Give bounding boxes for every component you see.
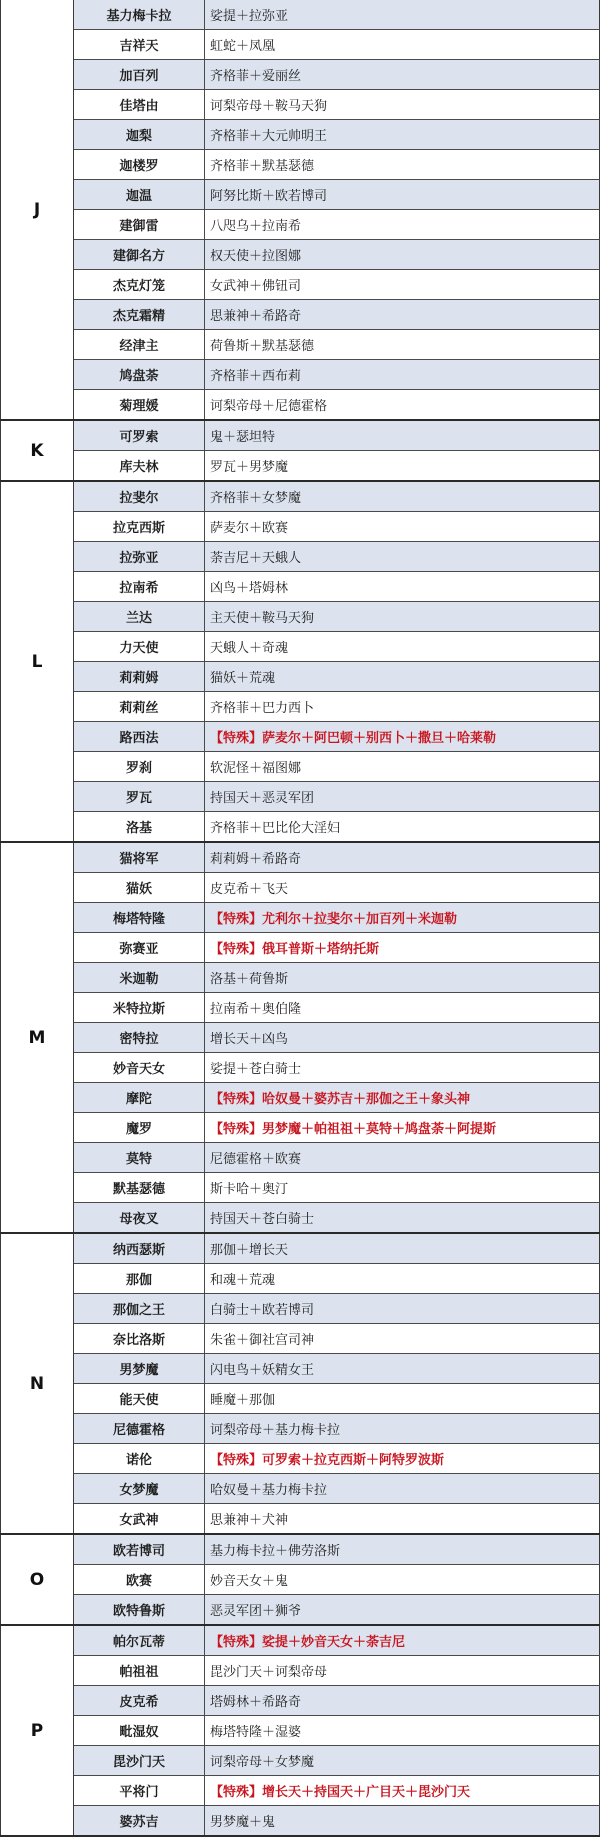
letter-group-p: [0, 1626, 600, 1837]
group-letter: N: [0, 1234, 74, 1533]
group-rows: [74, 1535, 600, 1624]
fusion-recipe: 鬼＋瑟坦特: [205, 421, 600, 450]
letter-group-j: [0, 0, 600, 421]
special-fusion-recipe: 【特殊】哈奴曼＋婆苏吉＋那伽之王＋象头神: [205, 1083, 600, 1112]
group-rows: [74, 482, 600, 841]
fusion-recipe: 主天使＋鞍马天狗: [205, 602, 600, 631]
demon-name: 奈比洛斯: [74, 1324, 205, 1353]
demon-name: 拉克西斯: [74, 512, 205, 541]
demon-name: 米迦勒: [74, 963, 205, 992]
fusion-recipe: 齐格菲＋巴力西卜: [205, 692, 600, 721]
fusion-recipe: 哈奴曼＋基力梅卡拉: [205, 1474, 600, 1503]
table-row: [74, 1535, 600, 1565]
fusion-recipe: 齐格菲＋大元帅明王: [205, 120, 600, 149]
demon-name: 欧若博司: [74, 1535, 205, 1564]
fusion-recipe: 朱雀＋御社宫司神: [205, 1324, 600, 1353]
table-row: [74, 240, 600, 270]
table-row: [74, 933, 600, 963]
fusion-recipe: 齐格菲＋女梦魔: [205, 482, 600, 511]
table-row: [74, 270, 600, 300]
demon-name: 洛基: [74, 812, 205, 841]
table-row: [74, 1626, 600, 1656]
table-row: [74, 1504, 600, 1533]
table-row: [74, 1354, 600, 1384]
table-row: [74, 60, 600, 90]
demon-name: 女梦魔: [74, 1474, 205, 1503]
fusion-recipe: 齐格菲＋默基瑟德: [205, 150, 600, 179]
demon-name: 母夜叉: [74, 1203, 205, 1232]
demon-name: 杰克霜精: [74, 300, 205, 329]
table-row: [74, 1716, 600, 1746]
fusion-recipe: 猫妖＋荒魂: [205, 662, 600, 691]
table-row: [74, 1053, 600, 1083]
fusion-recipe: 和魂＋荒魂: [205, 1264, 600, 1293]
table-row: [74, 752, 600, 782]
group-rows: [74, 1626, 600, 1835]
table-row: [74, 963, 600, 993]
fusion-recipe: 睡魔＋那伽: [205, 1384, 600, 1413]
table-row: [74, 180, 600, 210]
fusion-recipe: 凶鸟＋塔姆林: [205, 572, 600, 601]
table-row: [74, 1143, 600, 1173]
fusion-recipe: 虹蛇＋凤凰: [205, 30, 600, 59]
group-rows: [74, 421, 600, 480]
table-row: [74, 451, 600, 480]
special-fusion-recipe: 【特殊】萨麦尔＋阿巴顿＋别西卜＋撒旦＋哈莱勒: [205, 722, 600, 751]
group-letter: O: [0, 1535, 74, 1624]
fusion-recipe: 阿努比斯＋欧若博司: [205, 180, 600, 209]
demon-name: 妙音天女: [74, 1053, 205, 1082]
table-row: [74, 482, 600, 512]
table-row: [74, 1414, 600, 1444]
special-fusion-recipe: 【特殊】尤利尔＋拉斐尔＋加百列＋米迦勒: [205, 903, 600, 932]
table-row: [74, 1776, 600, 1806]
table-row: [74, 993, 600, 1023]
fusion-recipe: 持国天＋恶灵军团: [205, 782, 600, 811]
fusion-recipe: 天蛾人＋奇魂: [205, 632, 600, 661]
demon-name: 迦楼罗: [74, 150, 205, 179]
group-letter: M: [0, 843, 74, 1232]
demon-name: 梅塔特隆: [74, 903, 205, 932]
demon-name: 力天使: [74, 632, 205, 661]
fusion-recipe: 权天使＋拉图娜: [205, 240, 600, 269]
table-row: [74, 1384, 600, 1414]
table-row: [74, 120, 600, 150]
fusion-recipe: 荼吉尼＋天蛾人: [205, 542, 600, 571]
fusion-recipe: 尼德霍格＋欧赛: [205, 1143, 600, 1172]
table-row: [74, 572, 600, 602]
special-fusion-recipe: 【特殊】男梦魔＋帕祖祖＋莫特＋鸠盘荼＋阿提斯: [205, 1113, 600, 1142]
demon-name: 拉斐尔: [74, 482, 205, 511]
fusion-recipe: 诃梨帝母＋尼德霍格: [205, 390, 600, 419]
letter-group-k: [0, 421, 600, 482]
table-row: [74, 1746, 600, 1776]
fusion-recipe: 持国天＋苍白骑士: [205, 1203, 600, 1232]
table-row: [74, 1023, 600, 1053]
demon-name: 能天使: [74, 1384, 205, 1413]
fusion-recipe: 洛基＋荷鲁斯: [205, 963, 600, 992]
table-row: [74, 1173, 600, 1203]
fusion-recipe: 罗瓦＋男梦魔: [205, 451, 600, 480]
demon-name: 莫特: [74, 1143, 205, 1172]
table-row: [74, 1113, 600, 1143]
table-row: [74, 662, 600, 692]
fusion-recipe: 诃梨帝母＋鞍马天狗: [205, 90, 600, 119]
table-row: [74, 512, 600, 542]
demon-name: 尼德霍格: [74, 1414, 205, 1443]
fusion-recipe: 软泥怪＋福图娜: [205, 752, 600, 781]
letter-group-o: [0, 1535, 600, 1626]
table-row: [74, 843, 600, 873]
table-row: [74, 1686, 600, 1716]
demon-name: 库夫林: [74, 451, 205, 480]
fusion-recipe: 恶灵军团＋狮爷: [205, 1595, 600, 1624]
table-row: [74, 632, 600, 662]
demon-name: 那伽: [74, 1264, 205, 1293]
fusion-recipe: 思兼神＋犬神: [205, 1504, 600, 1533]
fusion-recipe: 诃梨帝母＋女梦魔: [205, 1746, 600, 1775]
fusion-recipe: 白骑士＋欧若博司: [205, 1294, 600, 1323]
group-rows: [74, 843, 600, 1232]
demon-name: 魔罗: [74, 1113, 205, 1142]
fusion-recipe: 娑提＋拉弥亚: [205, 0, 600, 29]
table-row: [74, 360, 600, 390]
table-row: [74, 1264, 600, 1294]
special-fusion-recipe: 【特殊】娑提＋妙音天女＋荼吉尼: [205, 1626, 600, 1655]
demon-name: 女武神: [74, 1504, 205, 1533]
table-row: [74, 1294, 600, 1324]
demon-name: 杰克灯笼: [74, 270, 205, 299]
table-row: [74, 330, 600, 360]
demon-name: 米特拉斯: [74, 993, 205, 1022]
letter-group-l: [0, 482, 600, 843]
table-row: [74, 390, 600, 419]
demon-name: 莉莉丝: [74, 692, 205, 721]
table-row: [74, 812, 600, 841]
fusion-recipe: 思兼神＋希路奇: [205, 300, 600, 329]
fusion-recipe: 齐格菲＋巴比伦大淫妇: [205, 812, 600, 841]
table-row: [74, 1656, 600, 1686]
demon-name: 基力梅卡拉: [74, 0, 205, 29]
demon-name: 诺伦: [74, 1444, 205, 1473]
table-row: [74, 421, 600, 451]
group-letter: L: [0, 482, 74, 841]
demon-name: 毘沙门天: [74, 1746, 205, 1775]
demon-name: 经津主: [74, 330, 205, 359]
table-row: [74, 0, 600, 30]
fusion-recipe: 萨麦尔＋欧赛: [205, 512, 600, 541]
group-letter: J: [0, 0, 74, 419]
special-fusion-recipe: 【特殊】俄耳普斯＋塔纳托斯: [205, 933, 600, 962]
demon-name: 路西法: [74, 722, 205, 751]
fusion-recipe: 娑提＋苍白骑士: [205, 1053, 600, 1082]
demon-name: 莉莉姆: [74, 662, 205, 691]
fusion-recipe: 妙音天女＋鬼: [205, 1565, 600, 1594]
table-row: [74, 602, 600, 632]
demon-name: 猫将军: [74, 843, 205, 872]
fusion-recipe: 荷鲁斯＋默基瑟德: [205, 330, 600, 359]
demon-name: 兰达: [74, 602, 205, 631]
table-row: [74, 542, 600, 572]
demon-name: 建御雷: [74, 210, 205, 239]
fusion-recipe: 齐格菲＋爱丽丝: [205, 60, 600, 89]
demon-name: 婆苏吉: [74, 1806, 205, 1835]
demon-name: 加百列: [74, 60, 205, 89]
table-row: [74, 1083, 600, 1113]
demon-name: 皮克希: [74, 1686, 205, 1715]
fusion-recipe: 那伽＋增长天: [205, 1234, 600, 1263]
fusion-recipe: 塔姆林＋希路奇: [205, 1686, 600, 1715]
demon-name: 罗刹: [74, 752, 205, 781]
demon-name: 拉南希: [74, 572, 205, 601]
special-fusion-recipe: 【特殊】增长天＋持国天＋广目天＋毘沙门天: [205, 1776, 600, 1805]
demon-name: 弥赛亚: [74, 933, 205, 962]
table-row: [74, 300, 600, 330]
group-letter: P: [0, 1626, 74, 1835]
table-row: [74, 1806, 600, 1835]
fusion-recipe: 诃梨帝母＋基力梅卡拉: [205, 1414, 600, 1443]
fusion-recipe: 男梦魔＋鬼: [205, 1806, 600, 1835]
demon-name: 平将门: [74, 1776, 205, 1805]
table-row: [74, 782, 600, 812]
demon-name: 帕尔瓦蒂: [74, 1626, 205, 1655]
demon-name: 男梦魔: [74, 1354, 205, 1383]
demon-name: 那伽之王: [74, 1294, 205, 1323]
table-row: [74, 1565, 600, 1595]
demon-name: 吉祥天: [74, 30, 205, 59]
table-row: [74, 692, 600, 722]
fusion-recipe: 闪电鸟＋妖精女王: [205, 1354, 600, 1383]
fusion-recipe: 增长天＋凶鸟: [205, 1023, 600, 1052]
demon-name: 佳塔由: [74, 90, 205, 119]
letter-group-m: [0, 843, 600, 1234]
demon-name: 迦温: [74, 180, 205, 209]
fusion-recipe: 毘沙门天＋诃梨帝母: [205, 1656, 600, 1685]
demon-name: 欧特鲁斯: [74, 1595, 205, 1624]
demon-name: 纳西瑟斯: [74, 1234, 205, 1263]
letter-group-n: [0, 1234, 600, 1535]
table-row: [74, 1203, 600, 1232]
group-rows: [74, 1234, 600, 1533]
fusion-recipe: 梅塔特隆＋湿婆: [205, 1716, 600, 1745]
demon-name: 帕祖祖: [74, 1656, 205, 1685]
table-row: [74, 722, 600, 752]
table-row: [74, 90, 600, 120]
demon-name: 罗瓦: [74, 782, 205, 811]
table-row: [74, 903, 600, 933]
fusion-recipe: 齐格菲＋西布莉: [205, 360, 600, 389]
demon-name: 迦梨: [74, 120, 205, 149]
table-row: [74, 1474, 600, 1504]
table-row: [74, 30, 600, 60]
demon-name: 鸠盘荼: [74, 360, 205, 389]
fusion-recipe: 皮克希＋飞天: [205, 873, 600, 902]
demon-name: 可罗索: [74, 421, 205, 450]
fusion-recipe: 八咫乌＋拉南希: [205, 210, 600, 239]
demon-name: 拉弥亚: [74, 542, 205, 571]
table-row: [74, 873, 600, 903]
table-row: [74, 150, 600, 180]
table-row: [74, 1595, 600, 1624]
group-rows: [74, 0, 600, 419]
special-fusion-recipe: 【特殊】可罗索＋拉克西斯＋阿特罗波斯: [205, 1444, 600, 1473]
fusion-recipe: 莉莉姆＋希路奇: [205, 843, 600, 872]
demon-name: 猫妖: [74, 873, 205, 902]
table-row: [74, 1234, 600, 1264]
fusion-recipe: 斯卡哈＋奥汀: [205, 1173, 600, 1202]
table-row: [74, 210, 600, 240]
fusion-recipe: 女武神＋佛钮司: [205, 270, 600, 299]
demon-name: 默基瑟德: [74, 1173, 205, 1202]
fusion-recipe: 拉南希＋奥伯隆: [205, 993, 600, 1022]
demon-name: 密特拉: [74, 1023, 205, 1052]
demon-name: 建御名方: [74, 240, 205, 269]
group-letter: K: [0, 421, 74, 480]
demon-name: 欧赛: [74, 1565, 205, 1594]
fusion-recipe: 基力梅卡拉＋佛劳洛斯: [205, 1535, 600, 1564]
table-row: [74, 1444, 600, 1474]
demon-name: 菊理媛: [74, 390, 205, 419]
demon-name: 摩陀: [74, 1083, 205, 1112]
table-row: [74, 1324, 600, 1354]
demon-name: 毗湿奴: [74, 1716, 205, 1745]
